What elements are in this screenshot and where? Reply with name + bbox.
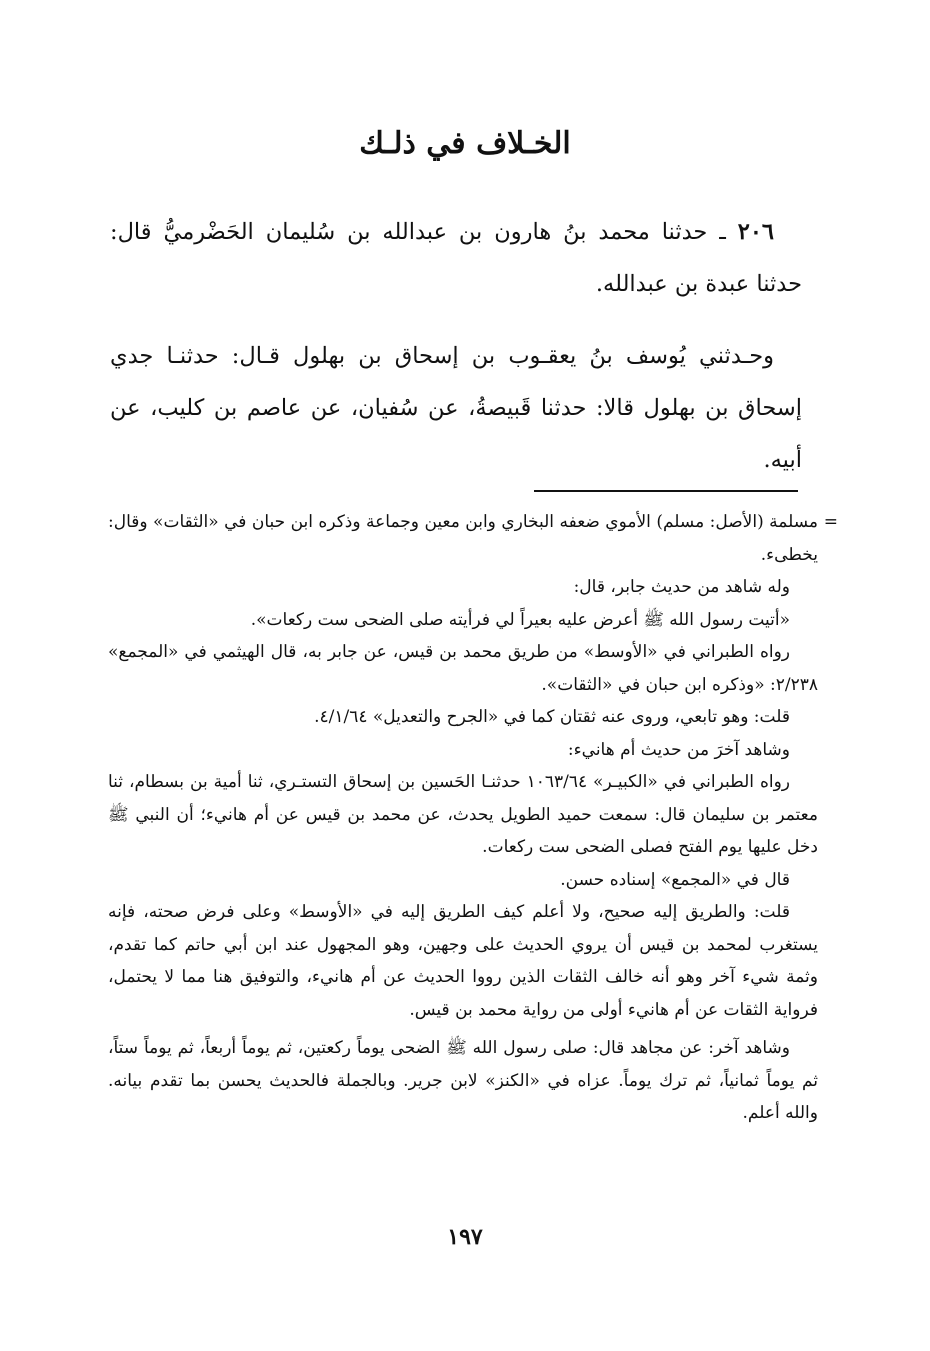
footnote-paragraph: رواه الطبراني في «الكبيـر» ١٠٦٣/٦٤ حدثنـا الحَسين بن إسحاق التستـري، ثنا أمية بن بسطام، ثنا معتمر بن سليمان قال: سمعت حميد الطويل يحدث، عن محمد بن قيس عن أم هانيء؛ أن النبي ﷺ دخل عليها يوم الفتح فصلى الضحى ست ركعات. — [108, 772, 818, 857]
main-paragraph-text: ـ حدثنا محمد بنُ هارون بن عبدالله بن سُليمان الحَضْرميُّ قال: حدثنا عبدة بن عبدالله. — [110, 219, 802, 297]
footnote-paragraph: وشاهد آخر: عن مجاهد قال: صلى رسول الله ﷺ الضحى يوماً ركعتين، ثم يوماً أربعاً، ثم يوماً ستاً، ثم يوماً ثمانياً، ثم ترك يوماً. عزاه في «الكنز» لابن جرير. وبالجملة فالحديث يحسن بما تقدم بيانه. والله أعلم. — [108, 1038, 818, 1123]
footnote-paragraph: قلت: والطريق إليه صحيح، ولا أعلم كيف الطريق إليه في «الأوسط» وعلى فرض صحته، فإنه يستغرب لمحمد بن قيس أن يروي الحديث على وجهين، وهو المجهول عند ابن أبي حاتم كما تقدم، وثمة شيء آخر وهو أنه خالف الثقات الذين رووا الحديث عن أم هانيء، والتوفيق هنا مما لا يحتمل، فرواية الثقات عن أم هانيء أولى من رواية محمد بن قيس. — [108, 902, 818, 1020]
footnote-paragraph: رواه الطبراني في «الأوسط» من طريق محمد بن قيس، عن جابر به، قال الهيثمي في «المجمع» ٢/٢٣٨: «وذكره ابن حبان في «الثقات». — [108, 642, 818, 695]
main-text — [110, 206, 802, 486]
footnote-paragraph: وله شاهد من حديث جابر، قال: — [573, 577, 790, 597]
footnotes — [108, 506, 838, 1130]
page-title: الخـلاف في ذلـك — [359, 126, 571, 161]
main-paragraph — [110, 206, 802, 310]
page-number: ١٩٧ — [447, 1224, 483, 1250]
continuation-marker: = — [823, 512, 838, 532]
footnote-paragraph: «أتيت رسول الله ﷺ أعرض عليه بعيراً لي فرأيته صلى الضحى ست ركعات». — [250, 609, 790, 630]
main-paragraph: وحـدثني يُوسف بنُ يعقـوب بن إسحاق بن بهلول قـال: حدثنـا جدي إسحاق بن بهلول قالا: حدثنا قَبيصةُ، عن سُفيان، عن عاصم بن كليب، عن أبيه. — [110, 343, 802, 473]
hadith-number: ٢٠٦ — [737, 219, 774, 245]
footnote-paragraph: قلت: وهو تابعي، وروى عنه ثقتان كما في «الجرح والتعديل» ٤/١/٦٤. — [314, 707, 790, 727]
footnote-paragraph: قال في «المجمع» إسناده حسن. — [560, 869, 790, 890]
footnote-separator — [534, 490, 798, 492]
footnote-paragraph: مسلمة (الأصل: مسلم) الأموي ضعفه البخاري وابن معين وجماعة وذكره ابن حبان في «الثقات» وقال: يخطىء. — [108, 512, 818, 565]
footnote-paragraph: وشاهد آخرَ من حديث أم هانيء: — [567, 739, 790, 760]
